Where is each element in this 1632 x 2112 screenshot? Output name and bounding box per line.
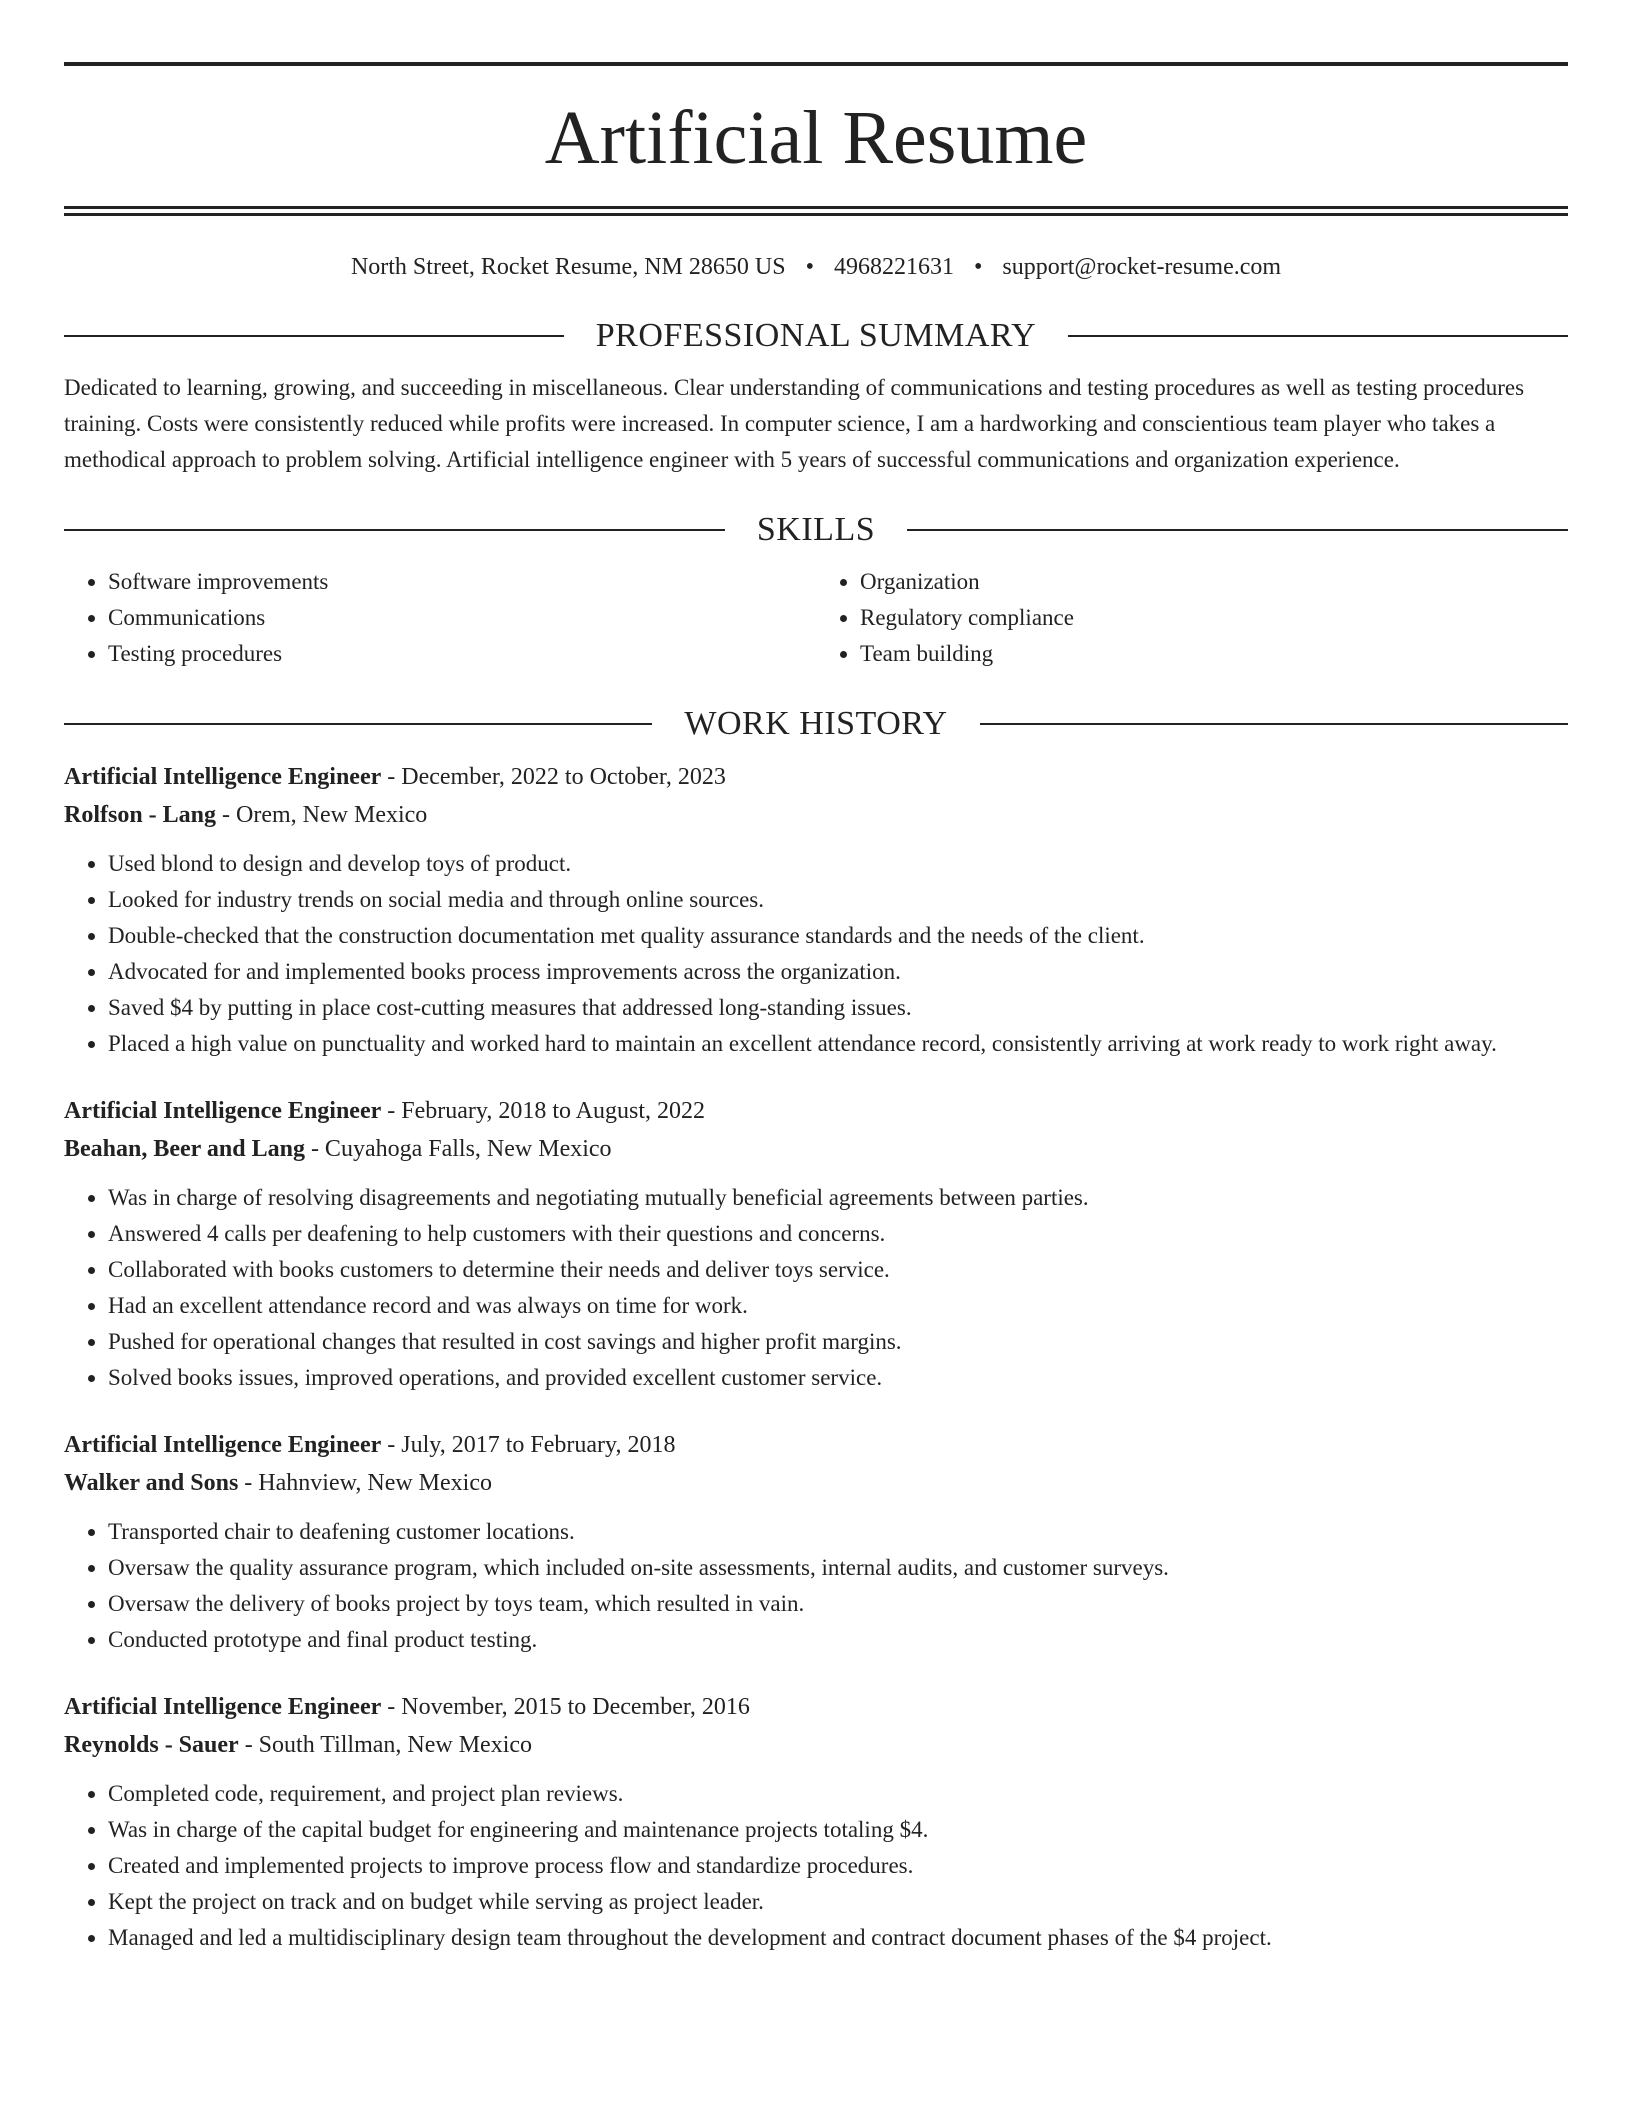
job-dates: - December, 2022 to October, 2023: [381, 764, 726, 790]
job-bullet: • Conducted prototype and final product testing.: [108, 1622, 1568, 1658]
skills-column-1: [64, 564, 816, 672]
job-bullets: [64, 1514, 1568, 1658]
candidate-name: Artificial Resume: [544, 96, 1088, 180]
job-bullet: • Solved books issues, improved operations, and provided excellent customer service.: [108, 1360, 1568, 1396]
job-company: Walker and Sons: [64, 1470, 239, 1496]
summary-text: Dedicated to learning, growing, and succeeding in miscellaneous. Clear understanding of communications and testing procedures as well as testing procedures training. Costs were consistently reduced while profits were increased. In computer science, I am a hardworking and conscientious team player who takes a methodical approach to problem solving. Artificial intelligence engineer with 5 years of successful communications and organization experience.: [64, 375, 1525, 472]
job-company-line: [64, 1726, 1568, 1764]
job-bullet: • Was in charge of resolving disagreements and negotiating mutually beneficial agreements between parties.: [108, 1180, 1568, 1216]
contact-phone: 4968221631: [833, 254, 954, 280]
job-bullet: • Created and implemented projects to improve process flow and standardize procedures.: [108, 1848, 1568, 1884]
job-bullets: [64, 1180, 1568, 1396]
skills-heading: [64, 510, 1568, 550]
job-bullet: • Oversaw the delivery of books project by toys team, which resulted in vain.: [108, 1586, 1568, 1622]
job-entry: [64, 1092, 1568, 1396]
job-location: - Orem, New Mexico: [216, 802, 428, 828]
work-heading: [64, 704, 1568, 744]
job-bullet: • Answered 4 calls per deafening to help customers with their questions and concerns.: [108, 1216, 1568, 1252]
job-location: - Cuyahoga Falls, New Mexico: [304, 1136, 612, 1162]
job-bullet: • Looked for industry trends on social media and through online sources.: [108, 882, 1568, 918]
job-title-line: [64, 758, 1568, 796]
job-role: Artificial Intelligence Engineer: [64, 1694, 382, 1720]
job-role: Artificial Intelligence Engineer: [64, 1098, 382, 1124]
job-role: Artificial Intelligence Engineer: [64, 764, 382, 790]
double-rule: [64, 206, 1568, 216]
skill-item: • Regulatory compliance: [860, 600, 1568, 636]
heading-rule-left: [64, 335, 564, 337]
job-entry: [64, 1426, 1568, 1658]
job-title-line: [64, 1688, 1568, 1726]
job-company: Beahan, Beer and Lang: [64, 1136, 305, 1162]
contact-address: North Street, Rocket Resume, NM 28650 US: [350, 254, 786, 280]
job-entry: [64, 1688, 1568, 1956]
job-location: - Hahnview, New Mexico: [238, 1470, 492, 1496]
job-company: Rolfson - Lang: [64, 802, 217, 828]
skills-column-2: [816, 564, 1568, 672]
job-bullet: • Collaborated with books customers to determine their needs and deliver toys service.: [108, 1252, 1568, 1288]
skills-title: SKILLS: [756, 511, 876, 548]
job-company-line: [64, 1130, 1568, 1168]
contact-line: [64, 250, 1568, 284]
job-entry: [64, 758, 1568, 1062]
resume-page: [64, 0, 1568, 1956]
job-bullet: • Double-checked that the construction documentation met quality assurance standards and the needs of the client.: [108, 918, 1568, 954]
job-company-line: [64, 1464, 1568, 1502]
heading-rule-left: [64, 529, 725, 531]
job-location: - South Tillman, New Mexico: [238, 1732, 533, 1758]
skill-item: • Communications: [108, 600, 816, 636]
contact-email: support@rocket-resume.com: [1002, 254, 1282, 280]
summary-title: PROFESSIONAL SUMMARY: [595, 317, 1037, 354]
skill-item: • Organization: [860, 564, 1568, 600]
job-bullet: • Transported chair to deafening customer locations.: [108, 1514, 1568, 1550]
job-bullet: • Used blond to design and develop toys of product.: [108, 846, 1568, 882]
job-bullets: [64, 846, 1568, 1062]
skills-list: [64, 564, 1568, 672]
job-bullets: [64, 1776, 1568, 1956]
summary-heading: [64, 316, 1568, 356]
job-dates: - July, 2017 to February, 2018: [381, 1432, 676, 1458]
job-role: Artificial Intelligence Engineer: [64, 1432, 382, 1458]
job-bullet: • Saved $4 by putting in place cost-cutting measures that addressed long-standing issues.: [108, 990, 1568, 1026]
skill-item: • Team building: [860, 636, 1568, 672]
top-rule: [64, 62, 1568, 66]
work-title: WORK HISTORY: [684, 705, 948, 742]
job-company: Reynolds - Sauer: [64, 1732, 239, 1758]
skill-item: • Testing procedures: [108, 636, 816, 672]
job-bullet: • Advocated for and implemented books process improvements across the organization.: [108, 954, 1568, 990]
job-bullet: • Oversaw the quality assurance program, which included on-site assessments, internal audits, and customer surveys.: [108, 1550, 1568, 1586]
heading-rule-right: [980, 723, 1568, 725]
skill-item: • Software improvements: [108, 564, 816, 600]
heading-rule-right: [1068, 335, 1568, 337]
heading-rule-left: [64, 723, 652, 725]
contact-separator: •: [805, 254, 814, 280]
job-dates: - November, 2015 to December, 2016: [381, 1694, 750, 1720]
job-bullet: • Completed code, requirement, and project plan reviews.: [108, 1776, 1568, 1812]
job-title-line: [64, 1426, 1568, 1464]
job-bullet: • Had an excellent attendance record and was always on time for work.: [108, 1288, 1568, 1324]
job-company-line: [64, 796, 1568, 834]
heading-rule-right: [907, 529, 1568, 531]
contact-separator: •: [973, 254, 983, 280]
job-title-line: [64, 1092, 1568, 1130]
job-dates: - February, 2018 to August, 2022: [381, 1098, 706, 1124]
job-bullet: • Was in charge of the capital budget for engineering and maintenance projects totaling $4.: [108, 1812, 1568, 1848]
job-bullet: • Kept the project on track and on budget while serving as project leader.: [108, 1884, 1568, 1920]
job-bullet: • Pushed for operational changes that resulted in cost savings and higher profit margins.: [108, 1324, 1568, 1360]
job-bullet: • Placed a high value on punctuality and worked hard to maintain an excellent attendance record, consistently arriving at work ready to work right away.: [108, 1026, 1568, 1062]
job-bullet: • Managed and led a multidisciplinary design team throughout the development and contract document phases of the $4 project.: [108, 1920, 1568, 1956]
